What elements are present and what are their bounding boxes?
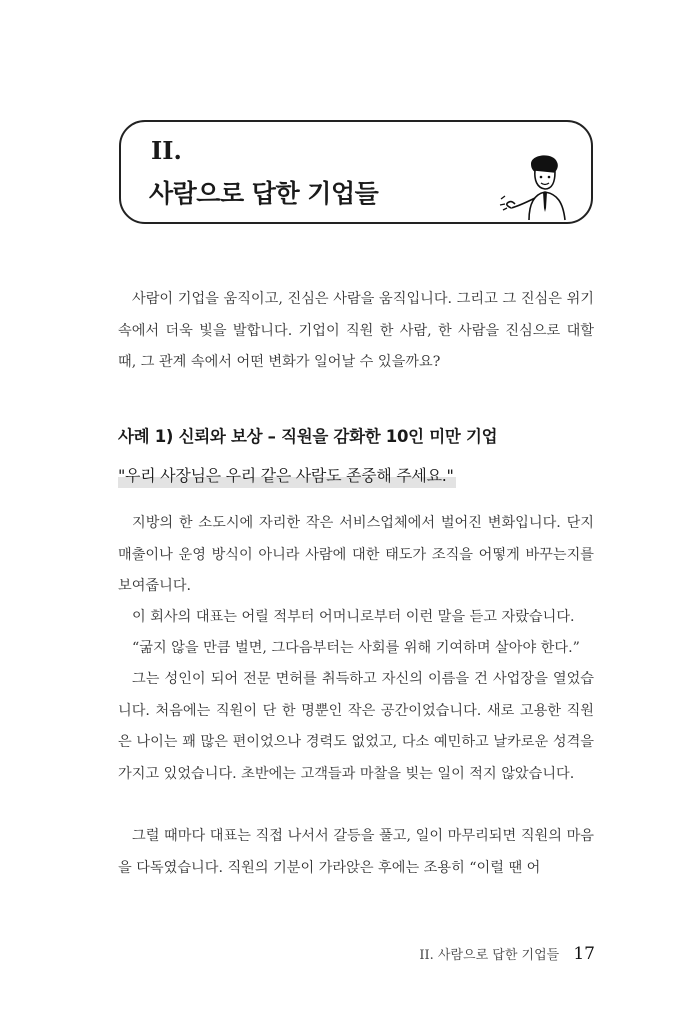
- quote-highlight: "우리 사장님은 우리 같은 사람도 존중해 주세요.": [118, 461, 456, 488]
- body-paragraph: “굶지 않을 만큼 벌면, 그다음부터는 사회를 위해 기여하며 살아야 한다.”: [132, 640, 580, 656]
- body-paragraph: 그는 성인이 되어 전문 면허를 취득하고 자신의 이름을 건 사업장을 열었습니다. 처음에는 직원이 단 한 명뿐인 작은 공간이었습니다. 새로 고용한 직원은 나이는 꽤 많은 편이었으나 경력도 없었고, 다소 예민하고 날카로운 성격을 가지고 있었습니다. 초반에는 고객들과 마찰을 빚는 일이 적지 않았습니다.: [118, 671, 594, 782]
- case-heading: 사례 1) 신뢰와 보상 – 직원을 감화한 10인 미만 기업: [118, 427, 498, 446]
- body-paragraph: 이 회사의 대표는 어릴 적부터 어머니로부터 이런 말을 듣고 자랐습니다.: [132, 609, 575, 625]
- running-title: II. 사람으로 답한 기업들: [419, 948, 560, 963]
- intro-paragraph: 사람이 기업을 움직이고, 진심은 사람을 움직입니다. 그리고 그 진심은 위기 속에서 더욱 빛을 발합니다. 기업이 직원 한 사람, 한 사람을 진심으로 대할 때, 그 관계 속에서 어떤 변화가 일어날 수 있을까요?: [118, 291, 594, 370]
- body-paragraph: 그럴 때마다 대표는 직접 나서서 갈등을 풀고, 일이 마무리되면 직원의 마음을 다독였습니다. 직원의 기분이 가라앉은 후에는 조용히 “이럴 땐 어: [118, 828, 594, 876]
- page-number: 17: [573, 944, 595, 964]
- body-paragraph: 지방의 한 소도시에 자리한 작은 서비스업체에서 벌어진 변화입니다. 단지 매출이나 운영 방식이 아니라 사람에 대한 태도가 조직을 어떻게 바꾸는지를 보여줍니다.: [118, 515, 594, 594]
- chapter-header-box: [119, 120, 593, 224]
- chapter-number: II.: [151, 136, 182, 165]
- man-pointing-illustration: [491, 152, 571, 222]
- page-footer: [419, 944, 595, 964]
- chapter-title: 사람으로 답한 기업들: [149, 179, 379, 208]
